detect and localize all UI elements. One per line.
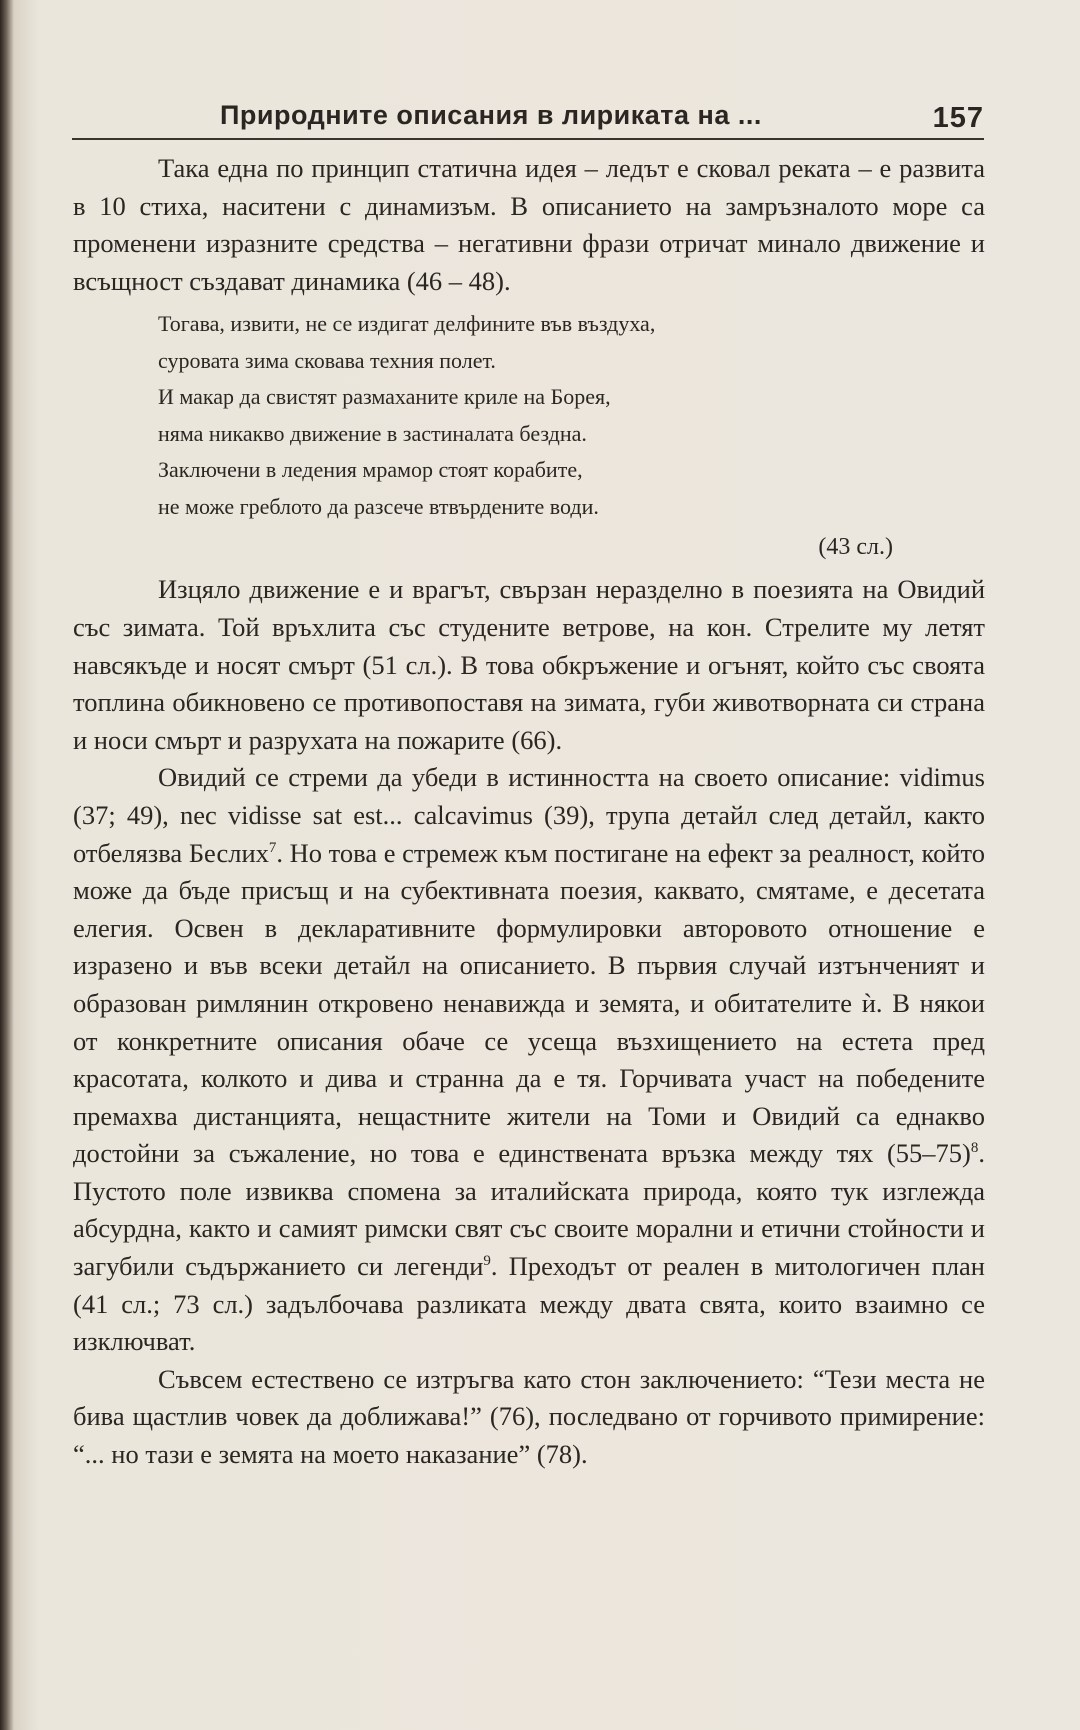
verse-line: Заключени в ледения мрамор стоят корабите, xyxy=(158,457,583,483)
footnote-ref-8: 8 xyxy=(970,1140,979,1157)
paragraph-4: Съвсем естествено се изтръгва като стон заключението: “Тези места не бива щастлив човек да доближава!” (76), последвано от горчивото примирение: “... но тази е земята на моето наказание” (78). xyxy=(73,1363,985,1470)
verse-line: Тогава, извити, не се издигат делфините във въздуха, xyxy=(158,311,656,337)
verse-line: не може греблото да разсече втвърдените води. xyxy=(158,493,599,519)
paragraph-3-text-c: . Пустото поле извиква спомена за италийската природа, която тук изглежда абсурдна, както и самият римски свят със своите морални и етични стойности и загубили съдържанието си легенди xyxy=(73,1138,985,1282)
verse-line: И макар да свистят размаханите криле на Борея, xyxy=(158,384,611,410)
running-header xyxy=(72,96,984,140)
paragraph-3-text-a: Овидий се стреми да убеди в истинността на своето описание: vidimus (37; 49), nec vidisse sat est... calcavimus (39), трупа детайл след детайл, както отбелязва Беслих xyxy=(73,762,985,868)
paragraph-3-text-d: . Преходът от реален в митологичен план (41 сл.; 73 сл.) задълбочава разликата между двата свята, които взаимно се изключват. xyxy=(73,1251,985,1357)
footnote-ref-9: 9 xyxy=(483,1253,491,1270)
body-text xyxy=(73,150,985,1474)
verse-line: суровата зима сковава техния полет. xyxy=(158,347,496,373)
paragraph-1: Така една по принцип статична идея – ледът е сковал реката – е развита в 10 стиха, наситени с динамизъм. В описанието на замръзналото море са променени изразните средства – негативни фрази отричат минало движение и всъщност създават динамика (46 – 48). xyxy=(73,153,985,296)
verse-line: няма никакво движение в застиналата бездна. xyxy=(158,420,587,446)
verse-reference: (43 сл.) xyxy=(818,534,893,561)
footnote-ref-7: 7 xyxy=(268,839,277,856)
paragraph-3-text-b: . Но това е стремеж към постигане на ефект за реалност, който може да бъде присъщ и на субективната поезия, каквато, смятаме, е десетата елегия. Освен в декларативните формулировки авторовото отношение е изразено и във всеки детайл на описанието. В първия случай изтънченият и образован римлянин откровено ненавижда и земята, и обитателите ѝ. В някои от конкретните описания обаче се усеща възхищението на естета пред красотата, колкото и дива и странна да е тя. Горчивата участ на победените премахва дистанцията, нещастните жители на Томи и Овидий са еднакво достойни за съжаление, но това е единствената връзка между тях (55–75) xyxy=(73,837,985,1169)
page-number: 157 xyxy=(932,102,984,134)
verse-quote xyxy=(158,306,985,569)
paragraph-3 xyxy=(73,759,985,1361)
paragraph-2: Изцяло движение е и врагът, свързан неразделно в поезията на Овидий със зимата. Той връхлита със студените ветрове, на кон. Стрелите му летят навсякъде и носят смърт (51 сл.). В това обкръжение и огънят, който със своята топлина обикновено се противопоставя на зимата, губи животворната си страна и носи смърт и разрухата на пожарите (66). xyxy=(73,574,985,755)
running-title: Природните описания в лириката на ... xyxy=(220,100,762,130)
